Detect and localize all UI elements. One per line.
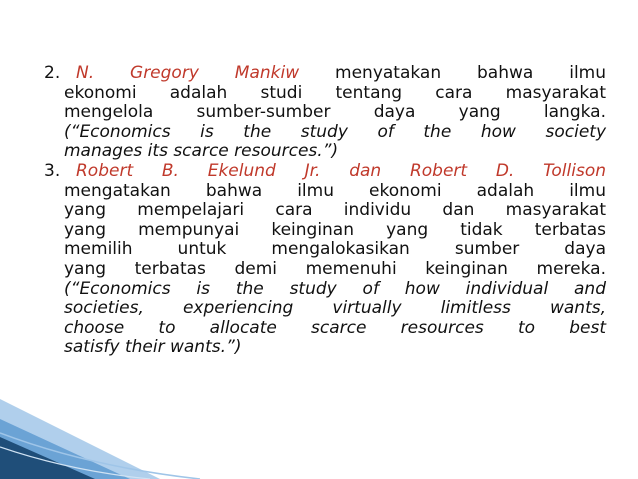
item-text-line: menyatakan bahwa ilmu bbox=[335, 63, 607, 83]
item-text-line: mengatakan bahwa ilmu ekonomi adalah ilmu bbox=[64, 180, 606, 201]
item-text-line: yang terbatas demi memenuhi keinginan mereka. bbox=[64, 258, 606, 279]
list-item-2 bbox=[44, 64, 606, 162]
quote-line: societies, experiencing virtually limitless wants, bbox=[64, 298, 606, 319]
item-text-line: ekonomi adalah studi tentang cara masyarakat bbox=[64, 82, 606, 103]
quote-line: (“Economics is the study of how individual and bbox=[64, 278, 606, 299]
quote-line: choose to allocate scarce resources to best bbox=[64, 317, 606, 338]
slide-body bbox=[44, 64, 606, 358]
item-number: 2. bbox=[44, 63, 61, 83]
quote-line: (“Economics is the study of the how society bbox=[64, 121, 606, 142]
list-item-3 bbox=[44, 162, 606, 358]
corner-wave-decoration bbox=[0, 359, 638, 479]
item-text-line: memilih untuk mengalokasikan sumber daya bbox=[64, 239, 606, 260]
quote-line: satisfy their wants.”) bbox=[64, 337, 242, 358]
author-name: N. Gregory Mankiw bbox=[76, 63, 300, 83]
item-text-line: yang mempunyai keinginan yang tidak terbatas bbox=[64, 219, 606, 240]
item-text-line: yang mempelajari cara individu dan masyarakat bbox=[64, 200, 606, 221]
item-number: 3. bbox=[44, 160, 61, 181]
author-name: Robert B. Ekelund Jr. dan Robert D. Tollison bbox=[76, 160, 606, 181]
item-text-line: mengelola sumber-sumber daya yang langka. bbox=[64, 102, 606, 123]
quote-line: manages its scarce resources.”) bbox=[64, 141, 339, 162]
